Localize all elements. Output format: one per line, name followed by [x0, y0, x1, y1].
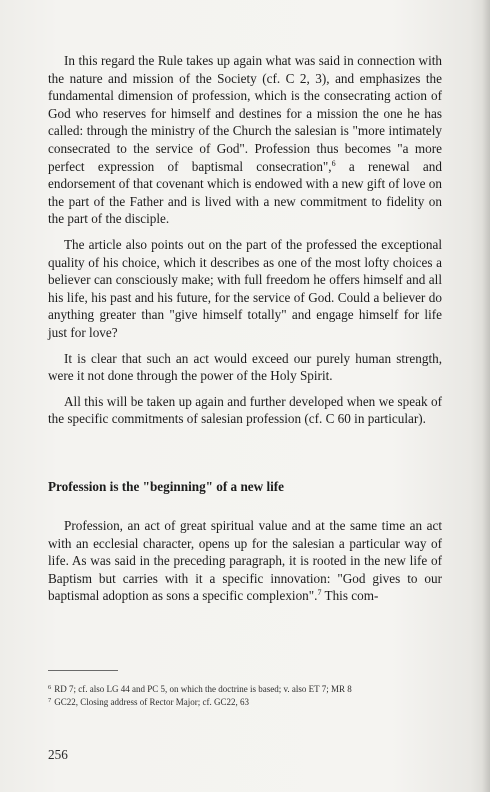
- section-heading: Profession is the "beginning" of a new life: [48, 479, 285, 494]
- paragraph-holy-spirit: [48, 350, 442, 385]
- paragraph-text: This com-: [321, 588, 379, 604]
- footnote-text: RD 7; cf. also LG 44 and PC 5, on which the doctrine is based; v. also ET 7; MR 8: [54, 684, 352, 694]
- paragraph-text: Profession, an act of great spiritual value and at the same time an act with an ecclesial character, opens up for the salesian a particular way of life. As was said in the preceding paragraph, it is rooted in the new life of Baptism but carries with it a specific innovation: "God gives to our baptismal adoption as sons a specific complexion".: [48, 518, 442, 604]
- paragraph-text: All this will be taken up again and further developed when we speak of the specific commitments of salesian profession (cf. C 60 in particular).: [48, 393, 442, 427]
- footnote-divider: [48, 670, 118, 671]
- footnote-item: [48, 683, 442, 696]
- paragraph-exceptional-choice: [48, 236, 442, 342]
- footnote-number: 6: [48, 684, 52, 691]
- paragraph-consecration: [48, 52, 442, 228]
- paragraph-text: In this regard the Rule takes up again what was said in connection with the nature and mission of the Society (cf. C 2, 3), and emphasizes the fundamental dimension of profession, which is the consecrating action of God who reserves for himself and destines for a mission the one he has called: through the ministry of the Church the salesian is "more intimately consecrated to the service of God". Profession thus becomes "a more perfect expression of baptismal consecration",: [48, 53, 442, 174]
- footnote-text: GC22, Closing address of Rector Major; cf. GC22, 63: [54, 696, 249, 707]
- paragraph-text: The article also points out on the part of the professed the exceptional quality of his choice, which it describes as one of the most lofty choices a believer can consciously make; with full freedom he offers himself and all his life, his past and his future, for the service of God. Could a believer do anything greater than "give himself totally" and engage himself for life just for love?: [48, 236, 442, 340]
- paragraph-profession-act: [48, 517, 442, 605]
- page-edge-shadow: [482, 0, 490, 792]
- footnote-item: [48, 696, 442, 709]
- paragraph-text: It is clear that such an act would exceed our purely human strength, were it not done through the power of the Holy Spirit.: [48, 350, 442, 384]
- paragraph-further-developed: [48, 393, 442, 428]
- footnote-ref-7[interactable]: 7: [317, 588, 322, 598]
- paragraph-text: a renewal and endorsement of that covenant which is endowed with a new gift of love on the part of the Father and is lived with a new commitment to fidelity on the part of the disciple.: [48, 158, 442, 227]
- page-number: 256: [48, 747, 68, 762]
- body-text-top: [48, 52, 442, 428]
- body-text-bottom: [48, 517, 442, 605]
- footnote-number: 7: [48, 696, 52, 704]
- footnote-ref-6[interactable]: 6: [331, 158, 336, 168]
- footnotes: [48, 683, 442, 708]
